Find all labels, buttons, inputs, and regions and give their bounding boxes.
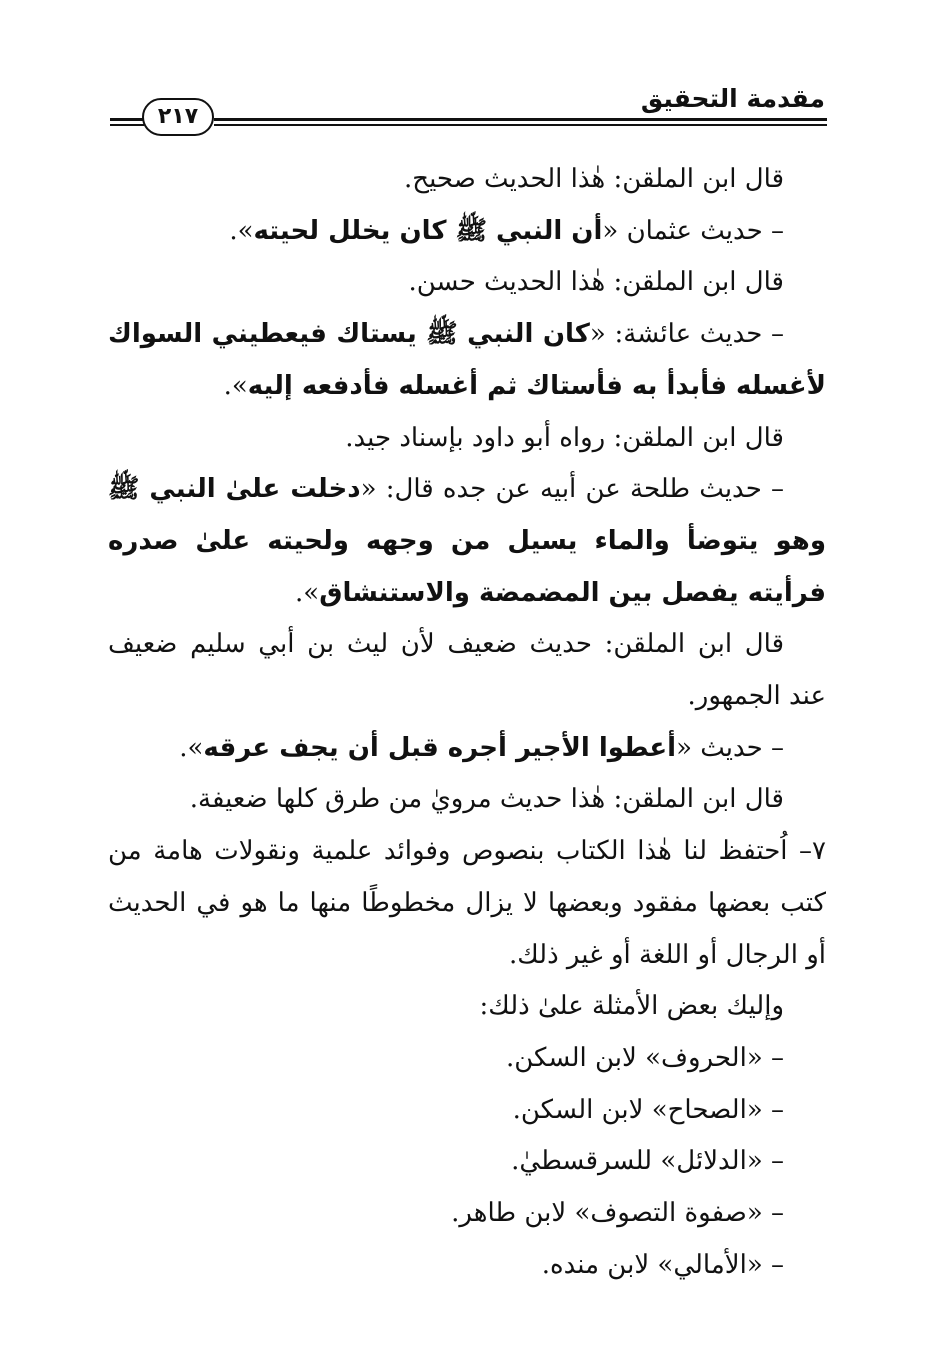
list-item: – «الأمالي» لابن منده. [541, 1249, 784, 1280]
paragraph: قال ابن الملقن: هٰذا الحديث حسن. [408, 267, 784, 298]
list-item: – «الدلائل» للسرقسطيٰ. [511, 1146, 784, 1177]
list-item: – «الحروف» لابن السكن. [505, 1042, 784, 1073]
paragraph: – حديث عائشة: «كان النبي ﷺ يستاك فيعطيني السواك لأغسله فأبدأ به فأستاك ثم أغسله فأدفعه إليه». [108, 319, 826, 401]
paragraph: وإليك بعض الأمثلة علىٰ ذلك: [479, 991, 784, 1022]
paragraph: – حديث عثمان «أن النبي ﷺ كان يخلل لحيته». [229, 215, 784, 246]
page-number: ٢١٧ [142, 98, 214, 136]
paragraph: قال ابن الملقن: رواه أبو داود بإسناد جيد. [345, 422, 784, 453]
header-rule-bottom [214, 124, 827, 126]
paragraph: – حديث «أعطوا الأجير أجره قبل أن يجف عرقه». [179, 732, 784, 763]
header-rule-top [214, 118, 827, 121]
running-header-title: مقدمة التحقيق [640, 84, 825, 113]
header-rule-left-top [110, 118, 144, 121]
paragraph: قال ابن الملقن: هٰذا حديث مرويٰ من طرق كلها ضعيفة. [189, 784, 784, 815]
list-item: – «صفوة التصوف» لابن طاهر. [451, 1198, 784, 1229]
list-item: – «الصحاح» لابن السكن. [512, 1094, 784, 1125]
paragraph: ٧– اُحتفظ لنا هٰذا الكتاب بنصوص وفوائد علمية ونقولات هامة من كتب بعضها مفقود وبعضها لا يزال مخطوطًا منها ما هو في الحديث أو الرجال أو اللغة أو غير ذلك. [108, 836, 826, 970]
page-body [108, 154, 826, 1291]
paragraph: قال ابن الملقن: حديث ضعيف لأن ليث بن أبي سليم ضعيف عند الجمهور. [108, 629, 826, 712]
paragraph: – حديث طلحة عن أبيه عن جده قال: «دخلت علىٰ النبي ﷺ وهو يتوضأ والماء يسيل من وجهه ولحيته علىٰ صدره فرأيته يفصل بين المضمضة والاستنشاق». [108, 474, 826, 608]
paragraph: قال ابن الملقن: هٰذا الحديث صحيح. [404, 164, 784, 194]
header-rule-left-bottom [110, 124, 144, 126]
